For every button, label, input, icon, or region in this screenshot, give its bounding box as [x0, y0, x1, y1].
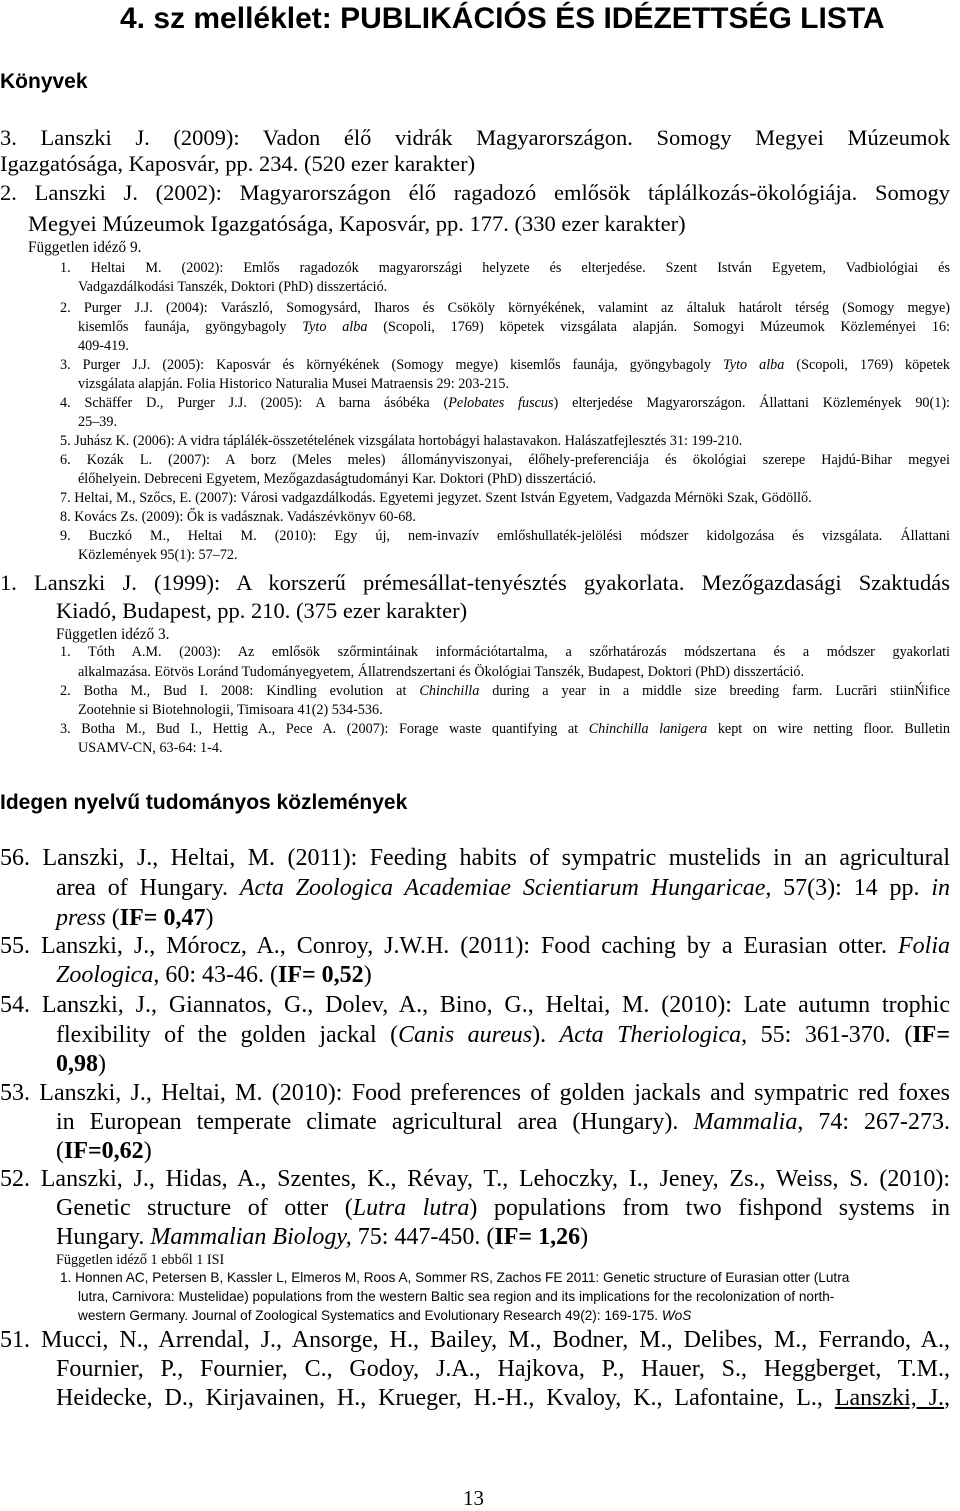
- citation-header: Független idéző 3.: [56, 626, 170, 643]
- citation-item: 1. Tóth A.M. (2003): Az emlősök szőrmintáinak információtartalma, a szőrhatározás módszertana és a módszer gyakorlati: [60, 644, 950, 660]
- citation-item: 7. Heltai, M., Szőcs, E. (2007): Városi vadgazdálkodás. Egyetemi jegyzet. Szent István Egyetem, Vadgazda Mérnöki Szak, Gödöllő.: [60, 490, 812, 506]
- citation-item-cont: élőhelyein. Debreceni Egyetem, Mezőgazdaságtudományi Kar. Doktori (PhD) disszertáció.: [78, 471, 597, 487]
- publication-53-line-3: (IF=0,62): [56, 1138, 152, 1164]
- page-number: 13: [463, 1486, 484, 1510]
- book-entry-3-line-1: 3. Lanszki J. (2009): Vadon élő vidrák Magyarországon. Somogy Megyei Múzeumok: [0, 125, 950, 150]
- citation-item-cont: vizsgálata alapján. Folia Historico Naturalia Musei Matraensis 29: 203-215.: [78, 376, 510, 392]
- section-heading-books: Könyvek: [0, 70, 88, 93]
- citation-header: Független idéző 9.: [28, 239, 142, 256]
- page-title: 4. sz melléklet: PUBLIKÁCIÓS ÉS IDÉZETTSÉG LISTA: [120, 2, 885, 35]
- publication-51-line-1: 51. Mucci, N., Arrendal, J., Ansorge, H., Bailey, M., Bodner, M., Delibes, M., Ferrando, A.,: [0, 1327, 950, 1353]
- book-entry-1-line-2: Kiadó, Budapest, pp. 210. (375 ezer karakter): [56, 598, 468, 623]
- citation-item: 2. Botha M., Bud I. 2008: Kindling evolution at Chinchilla during a year in a middle size breeding farm. Lucrări stiinŃifice: [60, 683, 950, 699]
- book-entry-2-line-1: 2. Lanszki J. (2002): Magyarországon élő ragadozó emlősök táplálkozás-ökológiája. Somogy: [0, 180, 950, 205]
- citation-item-cont: western Germany. Journal of Zoological Systematics and Evolutionary Research 49(2): 169-175. WoS: [78, 1308, 692, 1323]
- publication-51-line-2: Fournier, P., Fournier, C., Godoy, J.A., Hajkova, P., Hauer, S., Heggberget, T.M.,: [56, 1356, 950, 1382]
- citation-item-cont: alkalmazása. Eötvös Loránd Tudományegyetem, Állatrendszertani és Ökológiai Tanszék, Budapest, Doktori (PhD) disszertáció.: [78, 664, 805, 680]
- publication-52-line-2: Genetic structure of otter (Lutra lutra) populations from two fishpond systems in: [56, 1195, 950, 1221]
- book-entry-3-line-2: Igazgatósága, Kaposvár, pp. 234. (520 ezer karakter): [0, 151, 476, 176]
- publication-55-line-2: Zoologica, 60: 43-46. (IF= 0,52): [56, 962, 372, 988]
- citation-item-cont: USAMV-CN, 63-64: 1-4.: [78, 740, 223, 756]
- publication-54-line-2: flexibility of the golden jackal (Canis aureus). Acta Theriologica, 55: 361-370. (IF=: [56, 1022, 950, 1048]
- publication-55-line-1: 55. Lanszki, J., Mórocz, A., Conroy, J.W.H. (2011): Food caching by a Eurasian otter. Folia: [0, 933, 950, 959]
- publication-53-line-1: 53. Lanszki, J., Heltai, M. (2010): Food preferences of golden jackals and sympatric red foxes: [0, 1080, 950, 1106]
- citation-item: 1. Heltai M. (2002): Emlős ragadozók magyarországi helyzete és elterjedése. Szent István Egyetem, Vadbiológiai és: [60, 260, 950, 276]
- citation-item: 9. Buczkó M., Heltai M. (2010): Egy új, nem-invazív emlőshullaték-jelölési módszer kidolgozása és vizsgálata. Állattani: [60, 528, 950, 544]
- citation-item-cont: lutra, Carnivora: Mustelidae) populations from the western Baltic sea region and its implications for the recolonization of north-: [78, 1289, 835, 1304]
- citation-item: 4. Schäffer D., Purger J.J. (2005): A barna ásóbéka (Pelobates fuscus) elterjedése Magyarországon. Állattani Közlemények 90(1):: [60, 395, 950, 411]
- citation-item: 8. Kovács Zs. (2009): Ők is vadásznak. Vadászévkönyv 60-68.: [60, 509, 416, 525]
- publication-53-line-2: in European temperate climate agricultural area (Hungary). Mammalia, 74: 267-273.: [56, 1109, 950, 1135]
- publication-54-line-1: 54. Lanszki, J., Giannatos, G., Dolev, A., Bino, G., Heltai, M. (2010): Late autumn trophic: [0, 992, 950, 1018]
- publication-52-line-1: 52. Lanszki, J., Hidas, A., Szentes, K., Révay, T., Lehoczky, I., Jeney, Zs., Weiss, S. (2010):: [0, 1166, 950, 1192]
- section-heading-foreign: Idegen nyelvű tudományos közlemények: [0, 791, 408, 814]
- publication-56-line-2: area of Hungary. Acta Zoologica Academiae Scientiarum Hungaricae, 57(3): 14 pp. in: [56, 875, 951, 901]
- citation-header: Független idéző 1 ebből 1 ISI: [56, 1252, 225, 1268]
- citation-item: 1. Honnen AC, Petersen B, Kassler L, Elmeros M, Roos A, Sommer RS, Zachos FE 2011: Genetic structure of Eurasian otter (Lutra: [60, 1270, 850, 1285]
- publication-56-line-1: 56. Lanszki, J., Heltai, M. (2011): Feeding habits of sympatric mustelids in an agricultural: [0, 845, 950, 871]
- publication-54-line-3: 0,98): [56, 1051, 106, 1077]
- publication-52-line-3: Hungary. Mammalian Biology, 75: 447-450. (IF= 1,26): [56, 1224, 589, 1250]
- citation-item: 6. Kozák L. (2007): A borz (Meles meles) állományviszonyai, élőhely-preferenciája és ökológiai szerepe Hajdú-Bihar megyei: [60, 452, 950, 468]
- citation-item-cont: Zootehnie si Biotehnologii, Timisoara 41(2) 534-536.: [78, 702, 383, 718]
- book-entry-2-line-2: Megyei Múzeumok Igazgatósága, Kaposvár, pp. 177. (330 ezer karakter): [28, 211, 686, 236]
- citation-item: 3. Purger J.J. (2005): Kaposvár és környékének (Somogy megye) kisemlős faunája, gyöngybagoly Tyto alba (Scopoli, 1769) köpetek: [60, 357, 950, 373]
- citation-item-cont: Vadgazdálkodási Tanszék, Doktori (PhD) disszertáció.: [78, 279, 388, 295]
- publication-56-line-3: press (IF= 0,47): [56, 905, 214, 931]
- citation-item: 3. Botha M., Bud I., Hettig A., Pece A. (2007): Forage waste quantifying at Chinchilla lanigera kept on wire netting floor. Bulletin: [60, 721, 950, 737]
- citation-item-cont: kisemlős faunája, gyöngybagoly Tyto alba (Scopoli, 1769) köpetek vizsgálata alapján. Somogyi Múzeumok Közleményei 16:: [78, 319, 950, 335]
- citation-item-cont: 409-419.: [78, 338, 129, 354]
- publication-51-line-3: Heidecke, D., Kirjavainen, H., Krueger, H.-H., Kvaloy, K., Lafontaine, L., Lanszki, J.,: [56, 1385, 951, 1411]
- citation-item-cont: 25–39.: [78, 414, 118, 430]
- citation-item: 5. Juhász K. (2006): A vidra táplálék-összetételének vizsgálata hortobágyi halastavakon. Halászatfejlesztés 31: 199-210.: [60, 433, 743, 449]
- citation-item-cont: Közlemények 95(1): 57–72.: [78, 547, 238, 563]
- book-entry-1-line-1: 1. Lanszki J. (1999): A korszerű prémesállat-tenyésztés gyakorlata. Mezőgazdasági Szaktudás: [0, 570, 950, 595]
- citation-item: 2. Purger J.J. (2004): Varászló, Somogysárd, Iharos és Csököly környékének, valamint az általuk határolt térség (Somogy megye): [60, 300, 950, 316]
